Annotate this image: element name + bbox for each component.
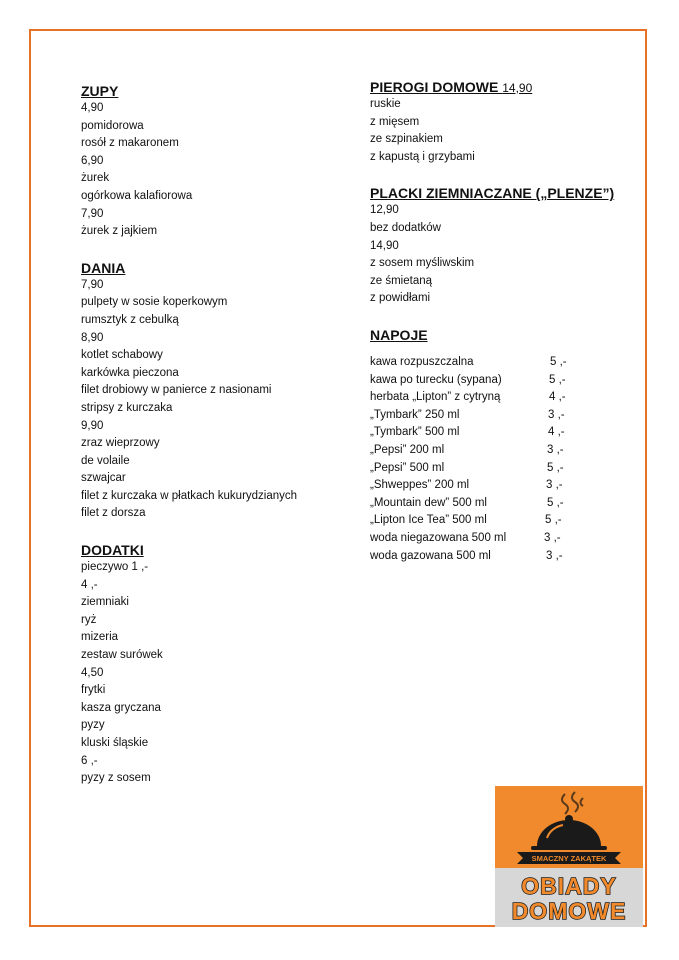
section-title-zupy: ZUPY	[81, 83, 119, 99]
section-title-placki: PLACKI ZIEMNIACZANE („PLENZE”)	[370, 185, 615, 202]
menu-line: ryż	[81, 613, 97, 626]
menu-line: frytki	[81, 684, 106, 697]
menu-line: 6 ,-	[81, 754, 98, 767]
drink-price: 5 ,-	[547, 461, 564, 474]
menu-line: pyzy	[81, 719, 105, 732]
drink-name: „Mountain dew” 500 ml	[370, 496, 487, 509]
napoje-list	[370, 354, 600, 565]
menu-line: kotlet schabowy	[81, 349, 163, 362]
pierogi-list	[370, 96, 614, 166]
section-title-napoje: NAPOJE	[370, 326, 428, 343]
drink-row	[370, 477, 600, 495]
drink-row	[370, 460, 600, 478]
left-column	[81, 82, 297, 788]
pierogi-title: PIEROGI DOMOWE	[370, 79, 503, 95]
menu-line: ogórkowa kalafiorowa	[81, 189, 193, 202]
drink-row	[370, 372, 600, 390]
drink-row	[370, 548, 600, 566]
menu-line: 8,90	[81, 331, 104, 344]
drink-price: 5 ,-	[550, 356, 567, 368]
menu-line: 14,90	[370, 239, 399, 252]
menu-line: de volaile	[81, 454, 130, 467]
drink-price: 4 ,-	[549, 391, 566, 404]
drink-row	[370, 389, 600, 407]
menu-line: rosół z makaronem	[81, 137, 179, 150]
drink-price: 5 ,-	[549, 373, 566, 386]
menu-line: żurek z jajkiem	[81, 225, 158, 238]
drink-name: „Tymbark” 500 ml	[370, 426, 460, 439]
menu-line: 4 ,-	[81, 578, 98, 591]
section-title-dania: DANIA	[81, 259, 126, 276]
menu-line: z mięsem	[370, 115, 420, 128]
drink-price: 3 ,-	[548, 408, 565, 421]
drink-name: „Shweppes” 200 ml	[370, 479, 470, 492]
menu-line: zraz wieprzowy	[81, 437, 160, 450]
menu-line: z powidłami	[370, 292, 431, 305]
drink-row	[370, 442, 600, 460]
menu-line: 9,90	[81, 419, 104, 432]
drink-name: woda gazowana 500 ml	[370, 549, 491, 562]
drink-name: woda niegazowana 500 ml	[370, 531, 507, 544]
menu-line: ze szpinakiem	[370, 133, 443, 146]
menu-line: z sosem myśliwskim	[370, 257, 475, 270]
drink-name: herbata „Lipton” z cytryną	[370, 391, 501, 404]
menu-line: filet z dorsza	[81, 507, 146, 520]
zupy-list	[81, 100, 297, 241]
drink-price: 5 ,-	[547, 496, 564, 509]
menu-line: pulpety w sosie koperkowym	[81, 296, 228, 309]
section-title-pierogi	[370, 78, 614, 96]
menu-line: bez dodatków	[370, 221, 441, 234]
drink-row	[370, 354, 600, 372]
menu-line: karkówka pieczona	[81, 366, 179, 379]
menu-line: 7,90	[81, 278, 104, 291]
menu-line: 4,90	[81, 102, 104, 114]
drink-row	[370, 407, 600, 425]
menu-line: ruskie	[370, 98, 401, 110]
drink-name: „Pepsi” 500 ml	[370, 461, 445, 474]
drink-price: 4 ,-	[548, 426, 565, 439]
drink-price: 3 ,-	[546, 549, 563, 562]
menu-line: 12,90	[370, 204, 399, 217]
menu-line: pieczywo 1 ,-	[81, 561, 149, 574]
placki-list	[370, 202, 614, 308]
drink-price: 3 ,-	[544, 531, 561, 544]
menu-line: filet z kurczaka w płatkach kukurydzianych	[81, 489, 298, 502]
menu-line: zestaw surówek	[81, 649, 163, 662]
menu-line: 4,50	[81, 666, 104, 679]
menu-line: z kapustą i grzybami	[370, 150, 475, 163]
drink-row	[370, 530, 600, 548]
menu-line: ziemniaki	[81, 596, 129, 609]
menu-line: 6,90	[81, 154, 104, 167]
menu-line: kluski śląskie	[81, 737, 149, 749]
logo-line2: DOMOWE	[511, 898, 627, 924]
drink-name: „Tymbark” 250 ml	[370, 408, 460, 421]
drink-row	[370, 495, 600, 513]
drink-row	[370, 424, 600, 442]
menu-line: filet drobiowy w panierce z nasionami	[81, 384, 272, 397]
right-column	[370, 78, 614, 344]
menu-line: pyzy z sosem	[81, 772, 151, 785]
drink-name: kawa po turecku (sypana)	[370, 373, 502, 386]
dania-list	[81, 277, 297, 523]
drink-price: 3 ,-	[546, 479, 563, 492]
drink-price: 5 ,-	[545, 514, 562, 527]
logo-tagline: SMACZNY ZAKĄTEK	[531, 854, 607, 863]
menu-line: 7,90	[81, 207, 104, 220]
restaurant-logo	[495, 786, 643, 927]
drink-name: „Pepsi” 200 ml	[370, 443, 445, 456]
drink-row	[370, 512, 600, 530]
logo-line1: OBIADY	[521, 873, 617, 899]
section-title-dodatki: DODATKI	[81, 542, 144, 559]
menu-line: kasza gryczana	[81, 701, 161, 714]
drink-price: 3 ,-	[547, 443, 564, 456]
menu-line: żurek	[81, 172, 110, 185]
dodatki-list	[81, 559, 297, 788]
pierogi-price: 14,90	[502, 81, 533, 95]
drink-name: kawa rozpuszczalna	[370, 356, 474, 368]
menu-line: mizeria	[81, 631, 119, 644]
drink-name: „Lipton Ice Tea” 500 ml	[370, 514, 487, 527]
menu-line: rumsztyk z cebulką	[81, 313, 179, 326]
menu-line: pomidorowa	[81, 119, 144, 132]
menu-line: szwajcar	[81, 472, 126, 485]
menu-line: ze śmietaną	[370, 274, 433, 287]
menu-line: stripsy z kurczaka	[81, 401, 173, 414]
